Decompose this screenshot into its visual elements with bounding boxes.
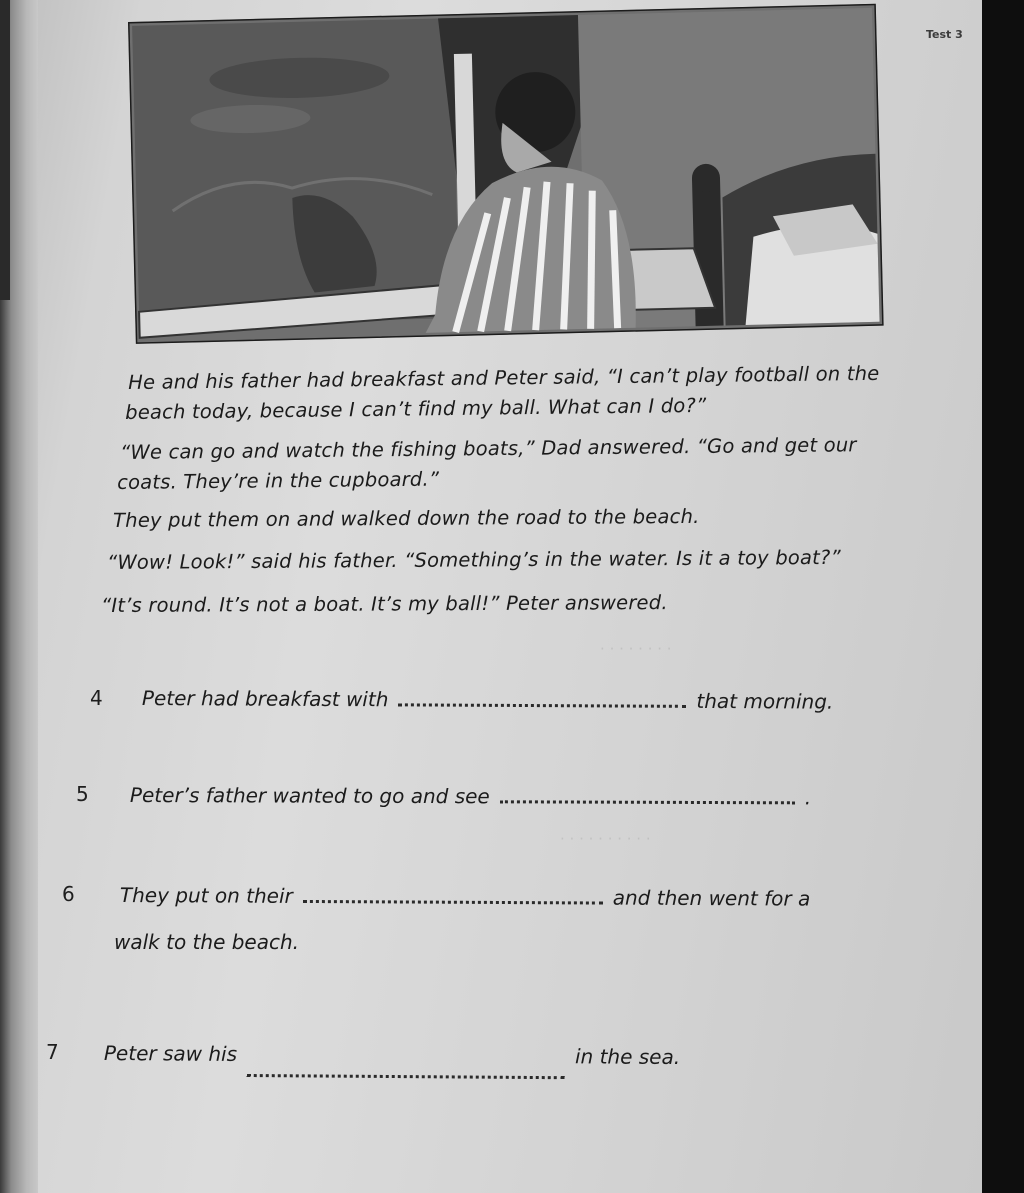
question-6-line-2: walk to the beach. (114, 930, 300, 954)
question-5-text-before: Peter’s father wanted to go and see (129, 783, 490, 809)
question-7-text-before: Peter saw his (103, 1041, 238, 1066)
question-6-text-after: and then went for a (612, 885, 811, 911)
story-paragraph-2-line-2: coats. They’re in the cupboard.” (117, 467, 440, 494)
question-7-text-after: in the sea. (574, 1044, 681, 1070)
story-illustration (128, 4, 884, 344)
test-label: Test 3 (926, 28, 963, 41)
question-number: 4 (90, 686, 103, 710)
question-7 (104, 1041, 680, 1069)
question-5 (130, 783, 811, 809)
question-6-text-before: They put on their (119, 883, 293, 908)
question-5-answer-blank[interactable] (500, 800, 795, 804)
story-paragraph-1-line-1: He and his father had breakfast and Peter said, “I can’t play football on the (128, 361, 880, 394)
question-5-text-after: . (804, 785, 812, 810)
question-4 (142, 686, 833, 714)
question-number: 7 (46, 1040, 59, 1064)
question-6 (120, 883, 810, 911)
question-6-answer-blank[interactable] (303, 900, 603, 905)
show-through-text: · · · · · · · · · · (560, 830, 651, 848)
question-7-answer-blank[interactable] (247, 1074, 565, 1079)
story-paragraph-5: “It’s round. It’s not a boat. It’s my ball!” Peter answered. (101, 591, 668, 617)
story-paragraph-4: “Wow! Look!” said his father. “Something’s in the water. Is it a toy boat?” (107, 545, 841, 574)
question-number: 5 (76, 782, 89, 806)
story-paragraph-3: They put them on and walked down the road to the beach. (113, 504, 700, 532)
question-4-text-after: that morning. (696, 688, 834, 714)
boy-at-window-illustration (128, 4, 884, 344)
show-through-text: · · · · · · · · (600, 640, 672, 658)
page-binding-dark (0, 0, 10, 300)
story-paragraph-2-line-1: “We can go and watch the fishing boats,” Dad answered. “Go and get our (120, 433, 857, 464)
question-4-answer-blank[interactable] (398, 703, 686, 708)
story-paragraph-1-line-2: beach today, because I can’t find my ball. What can I do?” (125, 393, 707, 424)
question-4-text-before: Peter had breakfast with (141, 686, 389, 712)
question-number: 6 (62, 882, 75, 906)
